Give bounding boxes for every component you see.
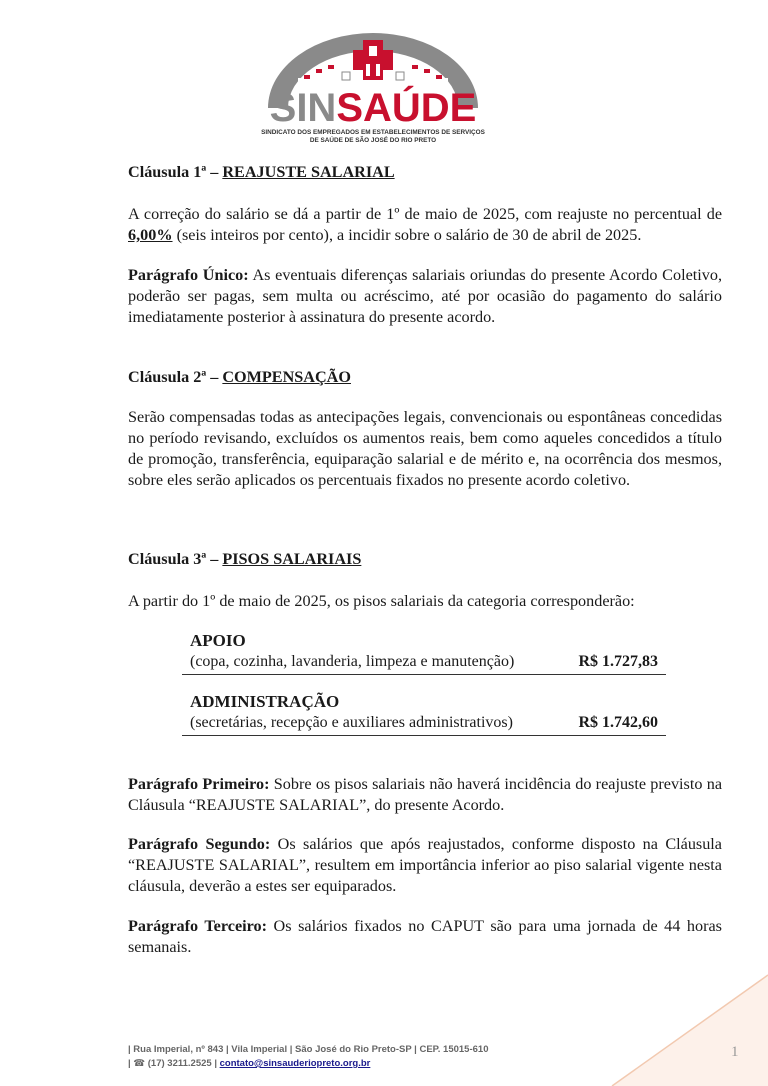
floor-value: R$ 1.727,83 <box>578 653 658 670</box>
salary-floor-administracao <box>182 691 666 736</box>
clause1-title-prefix: Cláusula 1ª – <box>128 163 223 181</box>
clause1-paragraph-unico <box>128 265 722 328</box>
clause3-intro <box>128 591 722 612</box>
clause2-title-main: COMPENSAÇÃO <box>222 368 351 386</box>
paragrafo-unico-label: Parágrafo Único: <box>128 266 249 284</box>
paragrafo-terceiro-label: Parágrafo Terceiro: <box>128 917 267 935</box>
paragrafo-primeiro-label: Parágrafo Primeiro: <box>128 775 270 793</box>
clause3-title-main: PISOS SALARIAIS <box>222 550 362 568</box>
footer-address: | Rua Imperial, nº 843 | Vila Imperial | São José do Rio Preto-SP | CEP. 15015-610 <box>128 1044 489 1055</box>
paragrafo-segundo <box>128 834 722 897</box>
logo-subtitle-line1: SINDICATO DOS EMPREGADOS EM ESTABELECIMENTOS DE SERVIÇOS <box>261 129 485 136</box>
paragrafo-primeiro <box>128 774 722 816</box>
floor-description: (copa, cozinha, lavanderia, limpeza e manutenção) <box>190 653 515 670</box>
logo-word-sin: SIN <box>269 86 337 130</box>
salary-floor-apoio <box>182 630 666 675</box>
floor-title: APOIO <box>190 631 246 650</box>
page-number: 1 <box>731 1044 739 1060</box>
clause1-percentage: 6,00% <box>128 226 173 244</box>
floor-description: (secretárias, recepção e auxiliares administrativos) <box>190 714 513 731</box>
logo-wordmark <box>258 88 488 128</box>
clause3-intro-text: A partir do 1º de maio de 2025, os pisos salariais da categoria corresponderão: <box>128 592 635 610</box>
paragrafo-segundo-label: Parágrafo Segundo: <box>128 835 271 853</box>
floor-row <box>182 713 666 736</box>
clause2-title-prefix: Cláusula 2ª – <box>128 368 223 386</box>
clause2-text: Serão compensadas todas as antecipações legais, convencionais ou espontâneas concedidas no período revisando, excluídos os aumentos reais, bem como aqueles concedidos a título de promoção, transferência, equiparação salarial e de mérito e, na ocorrência dos mesmos, sobre eles serão aplicados os percentuais fixados no presente acordo coletivo. <box>128 408 722 489</box>
floor-row <box>182 652 666 675</box>
paragrafo-terceiro <box>128 916 722 958</box>
sinsaude-logo <box>258 28 488 144</box>
clause1-text-b: (seis inteiros por cento), a incidir sobre o salário de 30 de abril de 2025. <box>172 226 642 244</box>
logo-word-saude: SAÚDE <box>336 86 477 130</box>
floor-title: ADMINISTRAÇÃO <box>190 692 340 711</box>
clause1-paragraph <box>128 204 722 246</box>
paragrafo-terceiro-text: Os salários fixados no CAPUT são para uma jornada de 44 horas semanais. <box>128 917 722 956</box>
paragrafo-unico-text: As eventuais diferenças salariais oriundas do presente Acordo Coletivo, poderão ser pagas, sem multa ou acréscimo, até por ocasião do pagamento do salário imediatamente posterior à assinatura do presente acordo. <box>128 266 722 326</box>
logo-subtitle-line2: DE SAÚDE DE SÃO JOSÉ DO RIO PRETO <box>309 137 437 144</box>
clause1-title-main: REAJUSTE SALARIAL <box>222 163 395 181</box>
paragrafo-primeiro-text: Sobre os pisos salariais não haverá incidência do reajuste previsto na Cláusula “REAJUSTE SALARIAL”, do presente Acordo. <box>128 775 722 814</box>
clause3-heading <box>128 549 722 570</box>
footer-contact <box>128 1057 370 1071</box>
clause1-heading <box>128 162 722 183</box>
floor-value: R$ 1.742,60 <box>578 714 658 731</box>
clause2-heading <box>128 367 722 388</box>
footer-email-link[interactable]: contato@sinsauderiopreto.org.br <box>219 1058 371 1069</box>
footer-phone: | ☎ (17) 3211.2525 | <box>128 1058 220 1069</box>
clause2-paragraph <box>128 407 722 491</box>
clause3-title-prefix: Cláusula 3ª – <box>128 550 223 568</box>
paragrafo-segundo-text: Os salários que após reajustados, conforme disposto na Cláusula “REAJUSTE SALARIAL”, resultem em importância inferior ao piso salarial vigente nesta cláusula, deverão a estes ser equiparados. <box>128 835 722 895</box>
clause1-text-a: A correção do salário se dá a partir de 1º de maio de 2025, com reajuste no percentual de <box>128 205 722 223</box>
